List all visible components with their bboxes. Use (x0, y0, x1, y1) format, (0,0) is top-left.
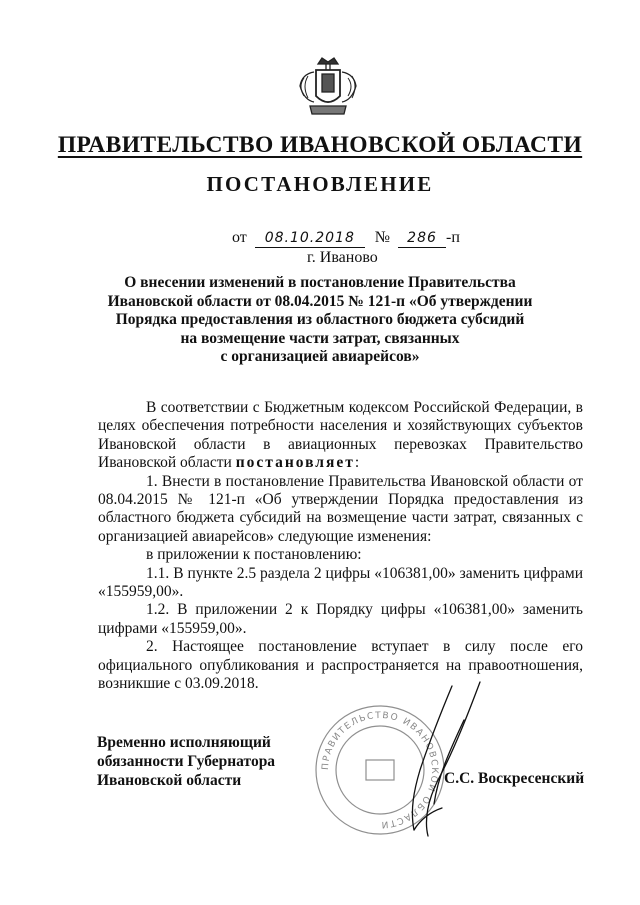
body-line: цифрами «155959,00». (98, 619, 247, 637)
coat-of-arms-icon (296, 56, 360, 118)
signer-title-line: Временно исполняющий (97, 734, 271, 751)
body-line: «155959,00». (98, 583, 184, 601)
subject-line: с организацией авиарейсов» (220, 348, 420, 366)
date-number-line (232, 229, 460, 248)
signer-title (97, 733, 275, 790)
body-line: 08.04.2015 № 121-п «Об утверждении Порядка предоставления из (98, 491, 583, 509)
number-suffix: -п (446, 229, 460, 246)
body-line (98, 454, 583, 472)
signer-name: С.С. Воскресенский (444, 770, 585, 787)
body-line: областного бюджета субсидий на возмещение части затрат, связанных с (98, 509, 583, 527)
date-prefix: от (232, 229, 247, 246)
subject-line: Ивановской области от 08.04.2015 № 121-п «Об утверждении (107, 292, 533, 310)
number-prefix: № (374, 229, 391, 246)
document-type: ПОСТАНОВЛЕНИЕ (206, 172, 434, 196)
body-line: целях обеспечения потребности населения и хозяйствующих субъектов (98, 417, 583, 435)
handwritten-signature-icon (380, 680, 490, 840)
body-line: официального опубликования и распространяется на правоотношения, (98, 656, 583, 674)
body-line: 1.2. В приложении 2 к Порядку цифры «106381,00» заменить (146, 601, 583, 619)
signer-title-line: обязанности Губернатора (97, 753, 276, 770)
body-line: Ивановской области в авиационных перевозках Правительство (98, 435, 583, 453)
subject-line: Порядка предоставления из областного бюджета субсидий (115, 311, 525, 329)
body-text: : (354, 454, 360, 472)
seal-text: ПРАВИТЕЛЬСТВО ИВАНОВСКОЙ ОБЛАСТИ (320, 710, 440, 830)
subject-line: на возмещение части затрат, связанных (180, 329, 460, 347)
document-number: 286 (398, 230, 446, 248)
government-title: ПРАВИТЕЛЬСТВО ИВАНОВСКОЙ ОБЛАСТИ (57, 132, 583, 158)
body-line: В соответствии с Бюджетным кодексом Российской Федерации, в (146, 399, 583, 416)
city: г. Иваново (307, 249, 378, 266)
body-line: 1. Внести в постановление Правительства Ивановской области от (146, 472, 583, 490)
body-line: организацией авиарейсов» следующие изменения: (98, 527, 432, 545)
document-date: 08.10.2018 (255, 230, 365, 248)
document-body (98, 399, 583, 694)
body-line: в приложении к постановлению: (146, 546, 362, 564)
body-text: Ивановской области (98, 454, 232, 472)
subject-line: О внесении изменений в постановление Правительства (124, 274, 516, 291)
body-line: 2. Настоящее постановление вступает в силу после его (146, 638, 583, 656)
document-subject (80, 274, 560, 367)
signer-title-line: Ивановской области (97, 772, 242, 789)
resolves-word: постановляет (235, 454, 355, 472)
body-line: 1.1. В пункте 2.5 раздела 2 цифры «106381,00» заменить цифрами (146, 564, 583, 582)
body-line: возникшие с 03.09.2018. (98, 675, 259, 693)
